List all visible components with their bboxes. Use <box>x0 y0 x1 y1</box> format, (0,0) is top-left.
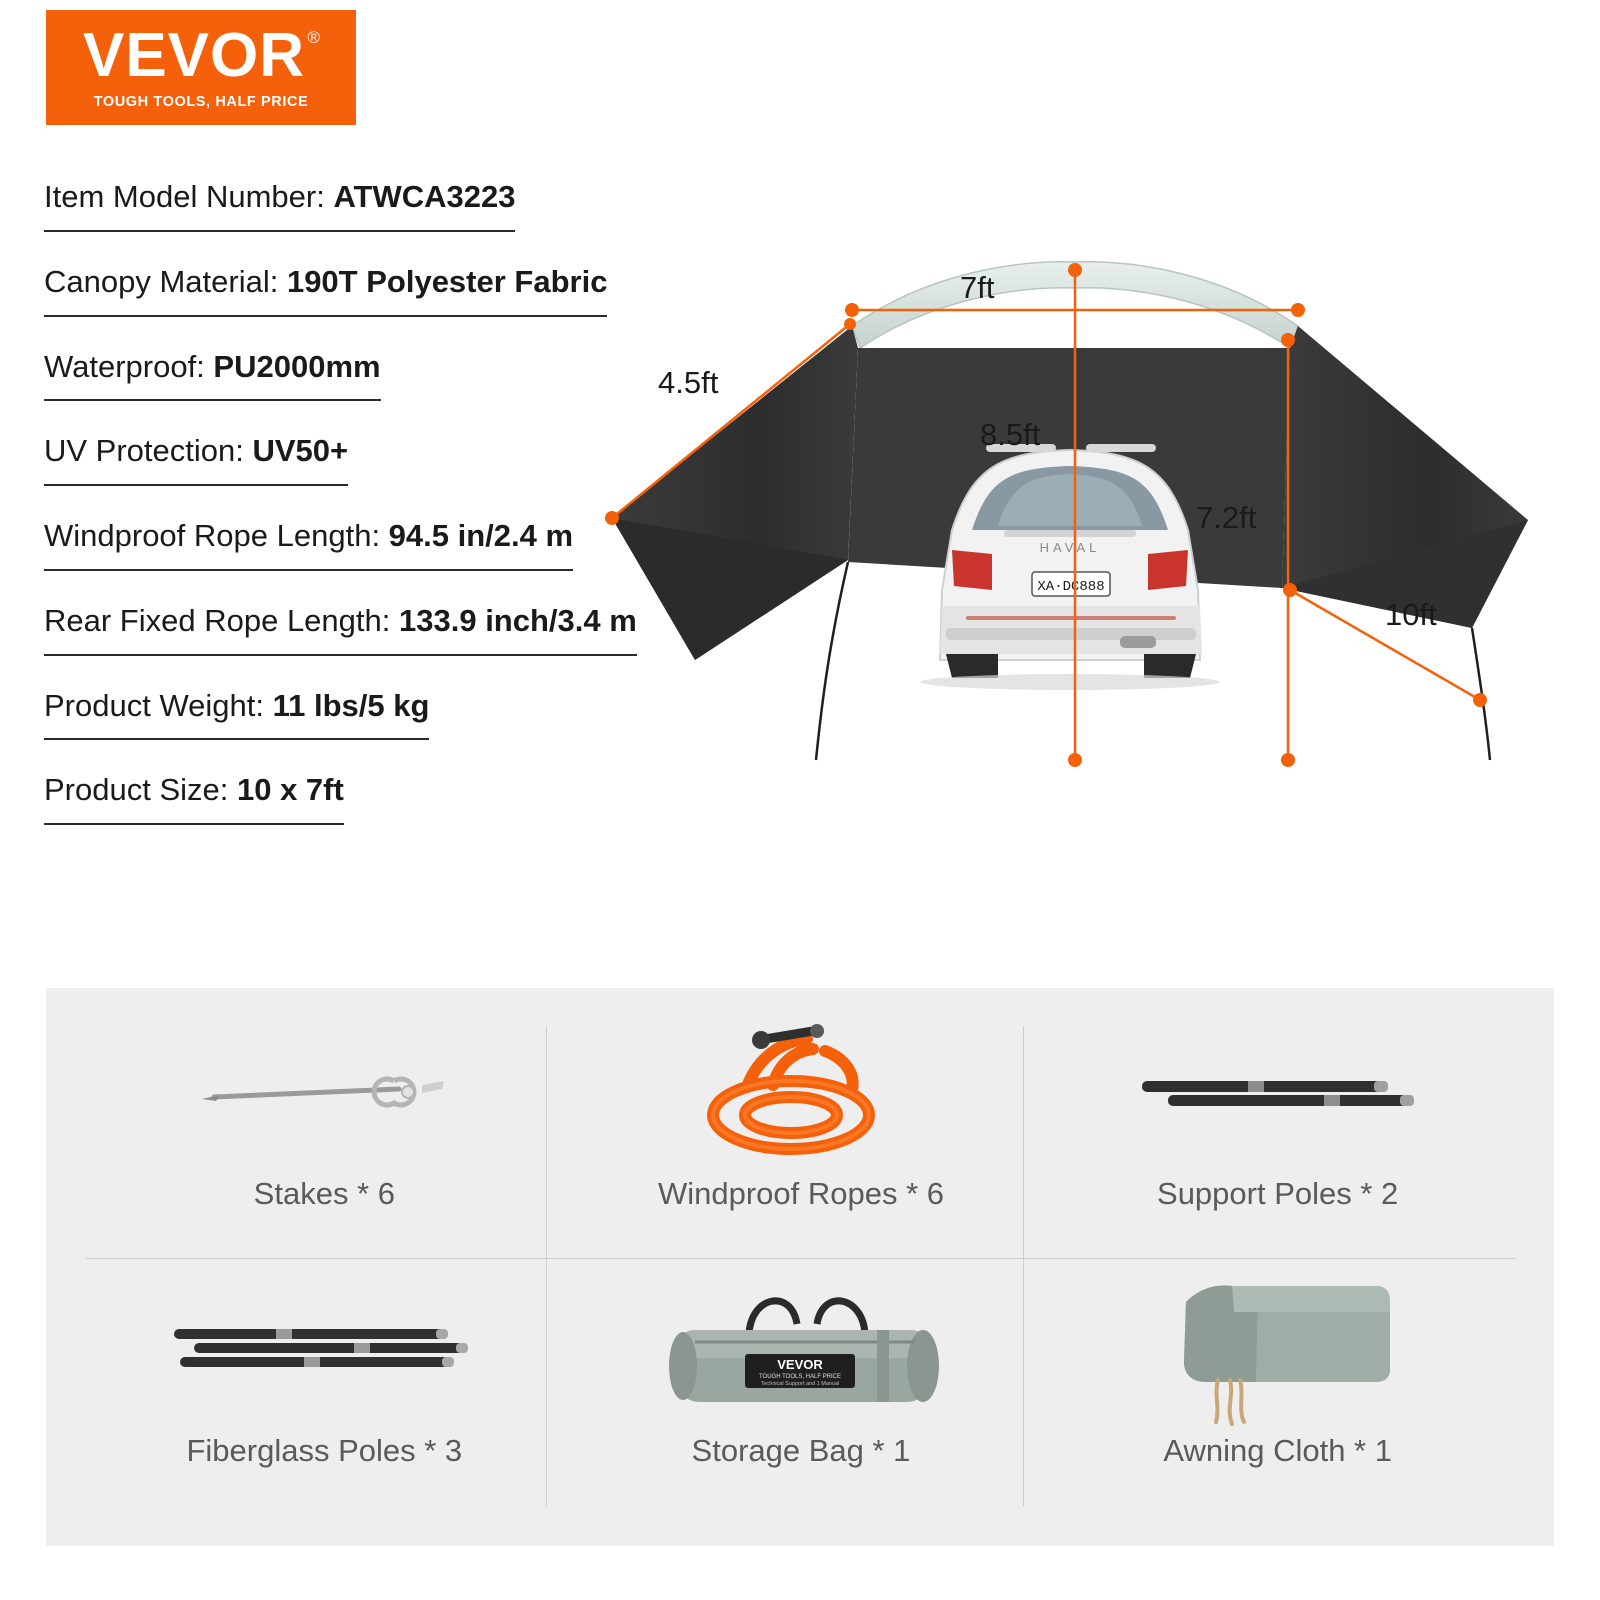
spec-label: Windproof Rope Length: <box>44 518 389 553</box>
bag-sub-text: Technical Support and 1 Manual <box>760 1381 840 1387</box>
spec-label: UV Protection: <box>44 433 253 469</box>
registered-mark: ® <box>307 28 322 47</box>
spec-value: 190T Polyester Fabric <box>286 263 608 299</box>
part-label: Stakes * 6 <box>253 1176 395 1211</box>
part-label: Fiberglass Poles * 3 <box>186 1433 463 1468</box>
spec-label: Rear Fixed Rope Length: <box>44 602 399 638</box>
spec-item-model-number <box>44 178 784 232</box>
fiberglass-poles-icon <box>86 1267 563 1427</box>
dimension-label-top-width: 7ft <box>960 270 995 305</box>
part-label: Windproof Ropes * 6 <box>657 1176 945 1211</box>
canopy-diagram-svg <box>600 230 1550 800</box>
vevor-logo <box>46 10 356 125</box>
brand-tagline: TOUGH TOOLS, HALF PRICE <box>93 94 309 110</box>
spec-value: 10 x 7ft <box>236 772 344 808</box>
spec-label: Item Model Number: <box>44 179 334 214</box>
spec-value: 94.5 in/2.4 m <box>388 518 574 553</box>
part-label: Support Poles * 2 <box>1157 1176 1399 1211</box>
included-parts-panel <box>46 988 1554 1546</box>
dimension-label-base-length: 10ft <box>1385 597 1437 632</box>
brand-name-text: VEVOR <box>82 21 306 90</box>
bag-tagline-text: TOUGH TOOLS, HALF PRICE <box>758 1374 841 1380</box>
part-label: Storage Bag * 1 <box>691 1433 911 1468</box>
license-plate: XA·DC888 <box>1037 579 1105 595</box>
spec-label: Product Weight: <box>44 687 273 723</box>
parts-grid <box>86 1010 1516 1524</box>
part-windproof-ropes <box>563 1010 1040 1267</box>
spec-value: 11 lbs/5 kg <box>272 687 430 723</box>
part-fiberglass-poles <box>86 1267 563 1524</box>
part-storage-bag <box>563 1267 1040 1524</box>
part-support-poles <box>1039 1010 1516 1267</box>
spec-label: Waterproof: <box>44 348 214 384</box>
coiled-rope-icon <box>563 1010 1040 1170</box>
storage-bag-icon <box>563 1267 1040 1427</box>
dimension-label-center-height: 8.5ft <box>980 417 1041 452</box>
brand-name <box>82 21 322 90</box>
spec-value: ATWCA3223 <box>333 179 516 214</box>
support-poles-icon <box>1039 1010 1516 1170</box>
part-label: Awning Cloth * 1 <box>1163 1433 1392 1468</box>
dimension-label-left-slope: 4.5ft <box>658 365 719 400</box>
bag-brand-text: VEVOR <box>777 1357 823 1372</box>
vehicle-badge: HAVAL <box>1039 540 1101 555</box>
product-illustration <box>600 230 1550 800</box>
part-stakes <box>86 1010 563 1267</box>
spec-label: Canopy Material: <box>44 263 287 299</box>
awning-cloth-icon <box>1039 1267 1516 1427</box>
dimension-label-right-height: 7.2ft <box>1196 500 1257 535</box>
spec-label: Product Size: <box>44 772 237 808</box>
tent-stake-icon <box>86 1010 563 1170</box>
spec-value: 133.9 inch/3.4 m <box>399 602 637 638</box>
part-awning-cloth <box>1039 1267 1516 1524</box>
spec-value: UV50+ <box>252 433 349 469</box>
spec-value: PU2000mm <box>213 348 381 384</box>
